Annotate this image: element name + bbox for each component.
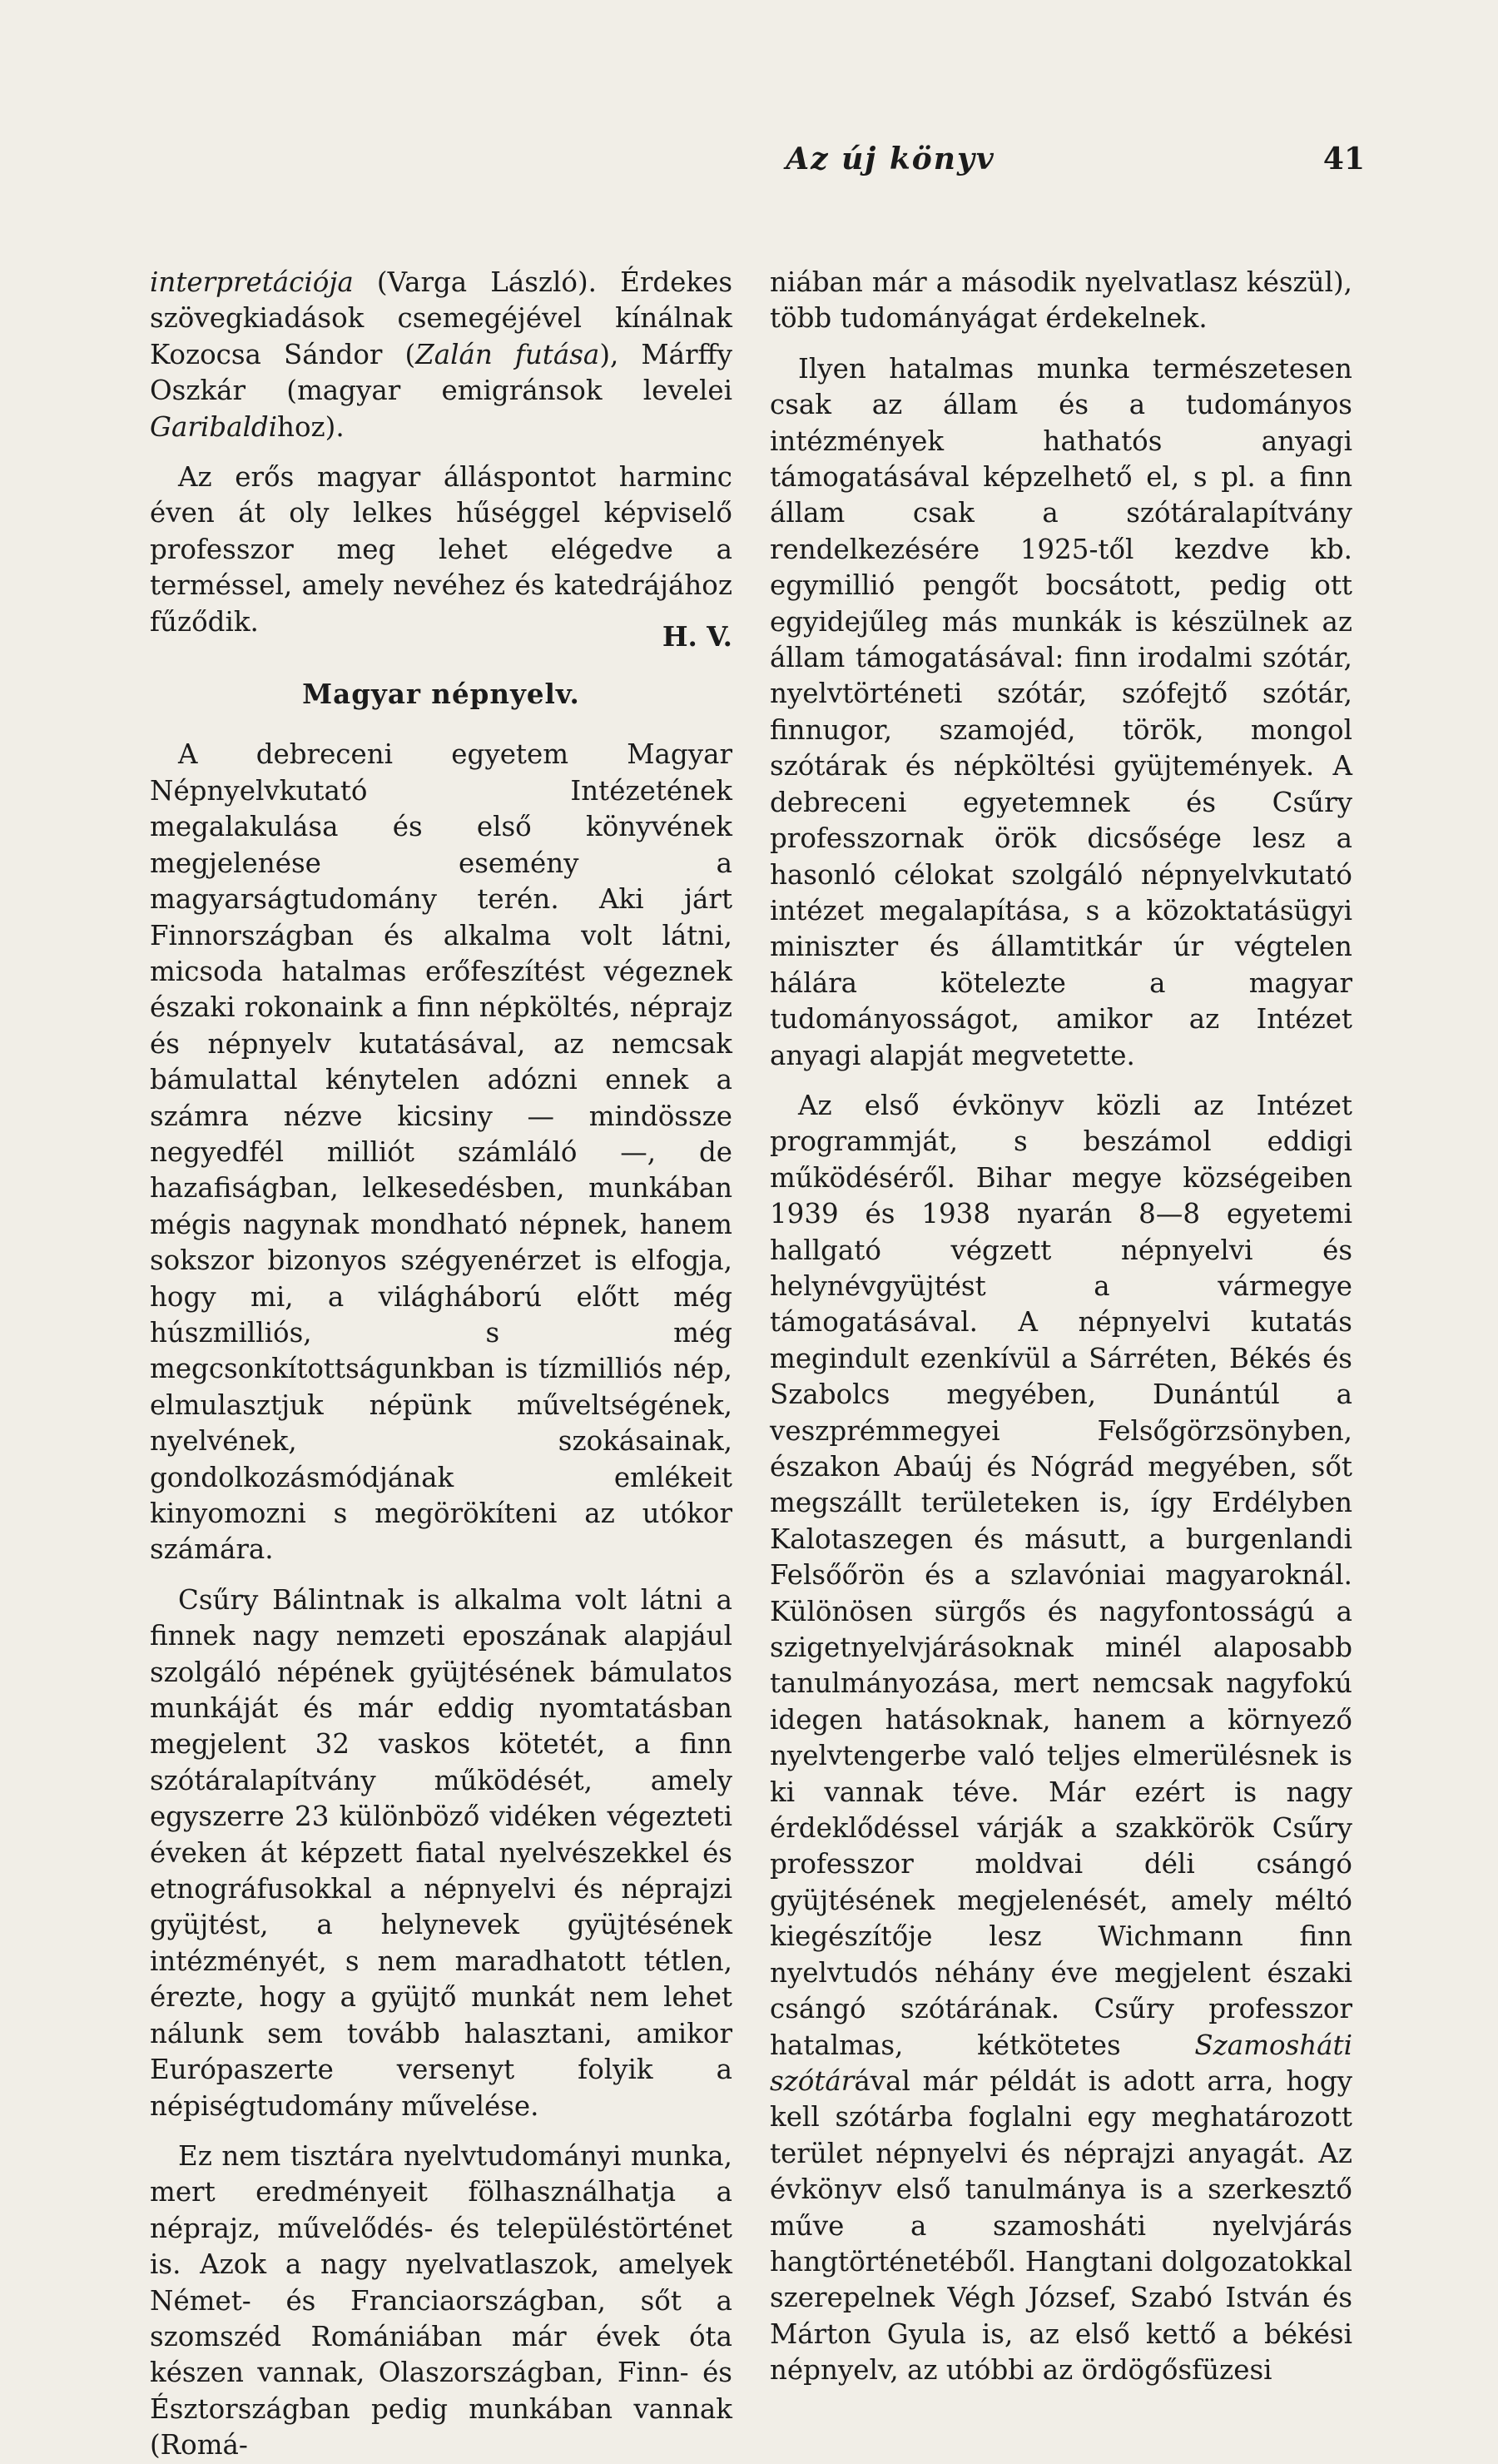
paragraph-text: Az első évkönyv közli az Intézet programmját, s beszámol eddigi működéséről. Bihar megye községeiben 1939 és 1938 nyarán 8—8 egyetemi hallgató végzett népnyelvi és helynévgyüjtést a vármegye támogatásával. A népnyelvi kutatás megindult ezenkívül a Sárréten, Békés és Szabolcs megyében, Dunántúl a veszprémmegyei Felsőgörzsönyben, északon Abaúj és Nógrád megyében, sőt megszállt területeken is, így Erdélyben Kalotaszegen és másutt, a burgenlandi Felsőőrön és a szlavóniai magyaroknál. Különösen sürgős és nagyfontosságú a szigetnyelvjárásoknak minél alaposabb tanulmányozása, mert nemcsak nagyfokú idegen hatásoknak, hanem a környező nyelvtengerbe való teljes elmerülésnek is ki vannak téve. Már ezért is nagy érdeklődéssel várják a szakkörök Csűry professzor moldvai déli csángó gyüjtésének megjelenését, amely méltó kiegészítője lesz Wichmann finn nyelvtudós néhány éve megjelent északi csángó szótárának. Csűry professzor hatalmas, kétkötetes xyxy=(770,1089,1352,2061)
italic-title: interpretációja xyxy=(150,266,354,298)
running-title: Az új könyv xyxy=(786,142,995,176)
paragraph-nyelvtudomanyi: Ez nem tisztára nyelvtudományi munka, mert eredményeit fölhasználhatja a néprajz, művelődés- és településtörténet is. Azok a nagy nyelvatlaszok, amelyek Német- és Franciaországban, sőt a szomszéd Romániában már évek óta készen vannak, Olaszországban, Finn- és Észtországban pedig munkában vannak (Romá- xyxy=(150,2139,732,2462)
running-header xyxy=(150,142,1365,191)
paragraph-text: hoz). xyxy=(277,410,345,443)
paragraph-text: ával már példát is adott arra, hogy kell szótárba foglalni egy meghatározott terület népnyelvi és néprajzi anyagát. Az évkönyv első tanulmánya is a szerkesztő műve a szamosháti nyelvjárás hangtörténetéből. Hangtani dolgozatokkal szerepelnek Végh József, Szabó István és Márton Gyula is, az első kettő a békési népnyelv, az utóbbi az ördögősfüzesi xyxy=(770,2064,1352,2387)
paragraph-text: Az erős magyar álláspontot harminc éven át oly lelkes hűséggel képviselő professzor meg lehet elégedve a terméssel, amely nevéhez és katedrájához fűződik. xyxy=(150,461,732,638)
left-column xyxy=(150,265,732,2464)
paragraph-text: (Varga László). Érdekes szövegkiadások csemegéjével kínálnak Kozocsa Sándor ( xyxy=(150,266,732,370)
paragraph-text: ), Márffy Oszkár (magyar emigránsok levelei xyxy=(150,338,732,407)
section-heading: Magyar népnyelv. xyxy=(302,678,580,711)
page-number: 41 xyxy=(1322,142,1365,176)
paragraph-hatalmas-munka: Ilyen hatalmas munka természetesen csak az állam és a tudományos intézmények hathatós anyagi támogatásával képzelhető el, s pl. a finn állam csak a szótáralapítvány rendelkezésére 1925-től kezdve kb. egymillió pengőt bocsátott, pedig ott egyidejűleg más munkák is készülnek az állam támogatásával: finn irodalmi szótár, nyelvtörténeti szótár, szófejtő szótár, finnugor, szamojéd, török, mongol szótárak és népköltési gyüjtemények. A debreceni egyetemnek és Csűry professzornak örök dicsősége lesz a hasonló célokat szolgáló népnyelvkutató intézet megalapítása, s a közoktatásügyi miniszter és államtitkár úr végtelen hálára kötelezte a magyar tudományosságot, amikor az Intézet anyagi alapját megvetette. xyxy=(770,352,1352,1071)
paragraph-niaban: niában már a második nyelvatlasz készül), több tudományágat érdekelnek. xyxy=(770,266,1352,335)
paragraph-allaspont xyxy=(150,460,732,640)
italic-title: Zalán futása xyxy=(415,338,600,370)
paragraph-debreceni: A debreceni egyetem Magyar Népnyelvkutató Intézetének megalakulása és első könyvének megjelenése esemény a magyarságtudomány terén. Aki járt Finnországban és alkalma volt látni, micsoda hatalmas erőfeszítést végeznek északi rokonaink a finn népköltés, néprajz és népnyelv kutatásával, az nemcsak bámulattal kénytelen adózni ennek a számra nézve kicsiny — mindössze negyedfél milliót számláló —, de hazafiságban, lelkesedésben, munkában mégis nagynak mondható népnek, hanem sokszor bizonyos szégyenérzet is elfogja, hogy mi, a világháború előtt még húszmilliós, s még megcsonkítottságunkban is tízmilliós nép, elmulasztjuk népünk műveltségének, nyelvének, szokásainak, gondolkozásmódjának emlékeit kinyomozni s megörökíteni az utókor számára. xyxy=(150,738,732,1566)
paragraph-evkonyv xyxy=(770,1088,1352,2389)
italic-title: Szamosháti szótár xyxy=(770,2029,1352,2097)
paragraph-csury: Csűry Bálintnak is alkalma volt látni a finnek nagy nemzeti eposzának alapjául szolgáló népének gyüjtésének bámulatos munkáját és már eddig nyomtatásban megjelent 32 vaskos kötetét, a finn szótáralapítvány működését, amely egyszerre 23 különböző vidéken végezteti éveken át képzett fiatal nyelvészekkel és etnográfusokkal a népnyelvi és néprajzi gyüjtést, a helynevek gyüjtésének intézményét, s nem maradhatott tétlen, érezte, hogy a gyüjtő munkát nem lehet nálunk sem tovább halasztani, amikor Európaszerte versenyt folyik a népiségtudomány művelése. xyxy=(150,1583,732,2122)
paragraph-interpretacio xyxy=(150,265,732,445)
author-signature: H. V. xyxy=(662,619,732,653)
right-column xyxy=(770,265,1352,2389)
italic-name: Garibaldi xyxy=(150,410,278,443)
